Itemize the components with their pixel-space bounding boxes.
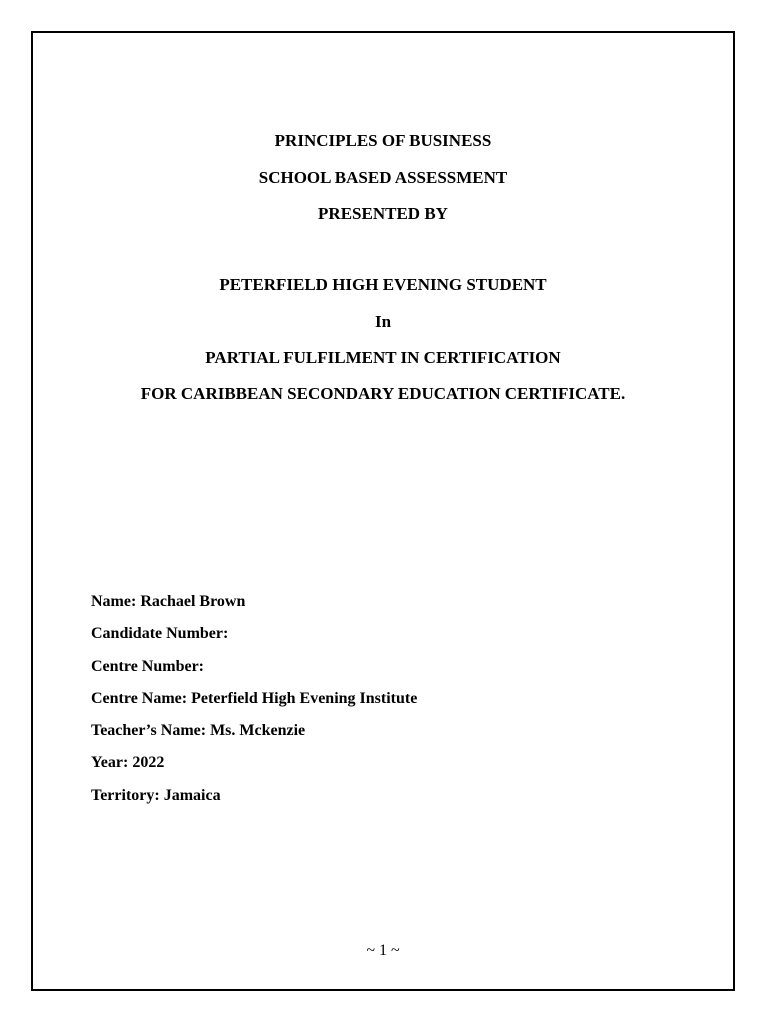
assessment-title: SCHOOL BASED ASSESSMENT (258, 168, 508, 187)
candidate-number: Candidate Number: (91, 625, 229, 643)
subject-title: PRINCIPLES OF BUSINESS (274, 131, 492, 150)
presenter-line: PETERFIELD HIGH EVENING STUDENT (219, 275, 547, 294)
candidate-info (91, 592, 417, 818)
centre-name: Centre Name: Peterfield High Evening Institute (91, 689, 418, 707)
centre-number: Centre Number: (91, 657, 205, 675)
presented-by: PRESENTED BY (318, 204, 448, 223)
fulfilment-line: PARTIAL FULFILMENT IN CERTIFICATION (205, 348, 561, 367)
territory: Territory: Jamaica (91, 786, 221, 804)
page-number: ~ 1 ~ (366, 942, 400, 959)
teacher-name: Teacher’s Name: Ms. Mckenzie (91, 722, 306, 740)
certificate-line: FOR CARIBBEAN SECONDARY EDUCATION CERTIFICATE. (140, 384, 626, 403)
candidate-name: Name: Rachael Brown (91, 593, 246, 610)
in-line: In (374, 312, 392, 331)
year: Year: 2022 (91, 754, 165, 772)
